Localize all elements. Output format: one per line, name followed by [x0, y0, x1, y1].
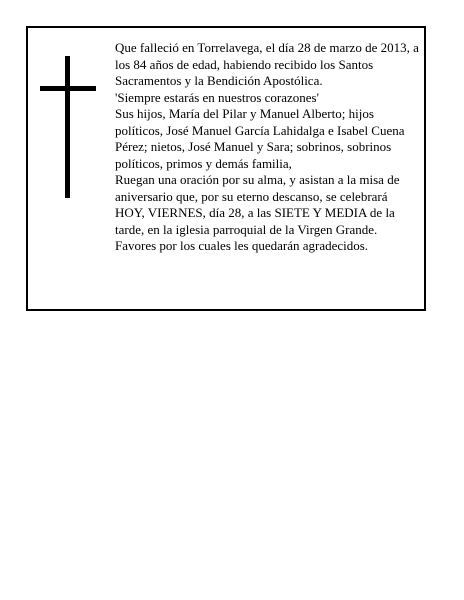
obituary-notice	[26, 26, 426, 311]
notice-body	[115, 40, 419, 255]
family-list: Sus hijos, María del Pilar y Manuel Alberto; hijos políticos, José Manuel García Lahidalga e Isabel Cuena Pérez; nietos, José Manuel y Sara; sobrinos, sobrinos políticos, primos y demás familia,	[115, 106, 405, 171]
cross-vertical-bar	[65, 56, 70, 198]
cross-horizontal-bar	[40, 86, 96, 91]
closing-thanks: Favores por los cuales les quedarán agradecidos.	[115, 238, 369, 253]
death-announcement: Que falleció en Torrelavega, el día 28 de marzo de 2013, a los 84 años de edad, habiendo recibido los Santos Sacramentos y la Bendición Apostólica.	[115, 40, 419, 88]
cross-icon	[40, 56, 96, 198]
mass-invitation: Ruegan una oración por su alma, y asistan a la misa de aniversario que, por su eterno descanso, se celebrará HOY, VIERNES, día 28, a las SIETE Y MEDIA de la tarde, en la iglesia parroquial de la Virgen Grande.	[115, 172, 400, 237]
memorial-quote: 'Siempre estarás en nuestros corazones'	[115, 89, 319, 105]
